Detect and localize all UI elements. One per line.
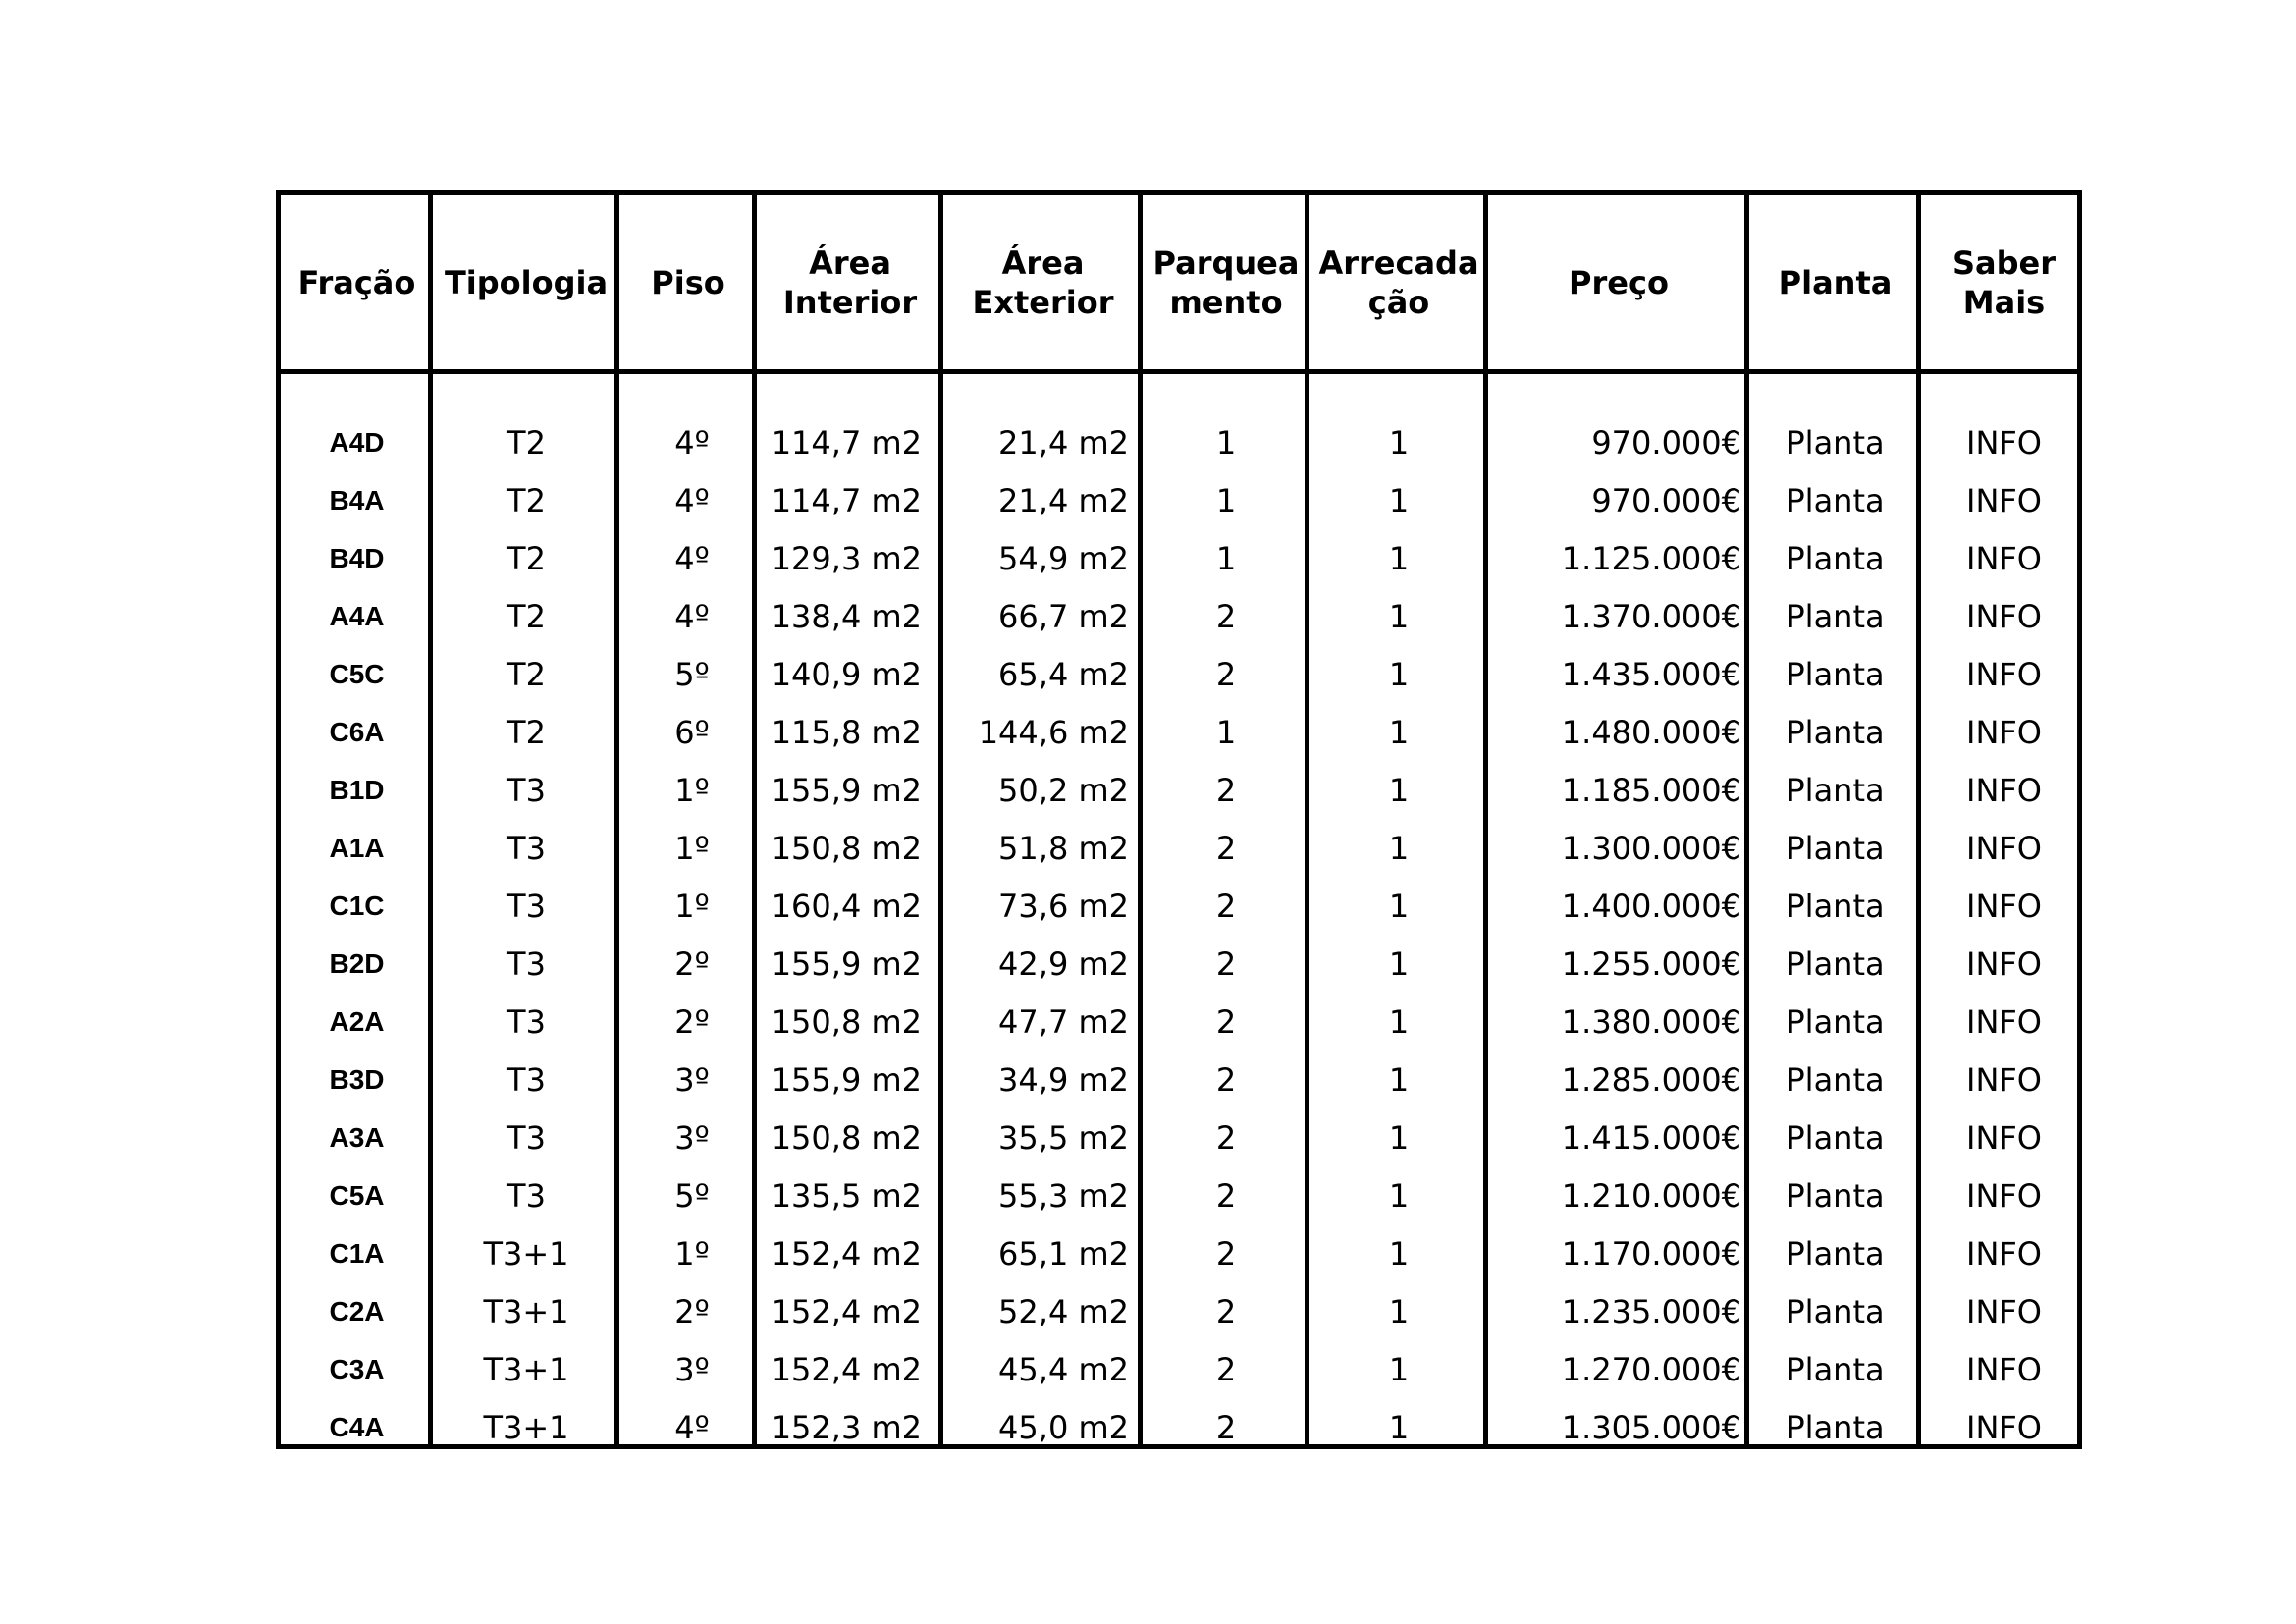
cell-tipologia: T3 — [507, 1176, 546, 1215]
cell-area-interior: 155,9 m2 — [771, 945, 922, 983]
cell-parqueamento: 2 — [1215, 887, 1237, 925]
cell-tipologia: T3 — [507, 1002, 546, 1041]
cell-tipologia: T3+1 — [483, 1292, 569, 1330]
cell-piso: 4º — [674, 481, 710, 519]
cell-parqueamento: 2 — [1215, 1234, 1237, 1272]
cell-area-interior: 152,4 m2 — [771, 1234, 922, 1272]
cell-area-interior: 152,4 m2 — [771, 1292, 922, 1330]
cell-area-interior: 140,9 m2 — [771, 655, 922, 693]
cell-fracao: C1A — [329, 1237, 385, 1269]
cell-piso: 2º — [674, 945, 710, 983]
cell-tipologia: T3 — [507, 945, 546, 983]
cell-parqueamento: 2 — [1215, 597, 1237, 635]
cell-area-interior: 155,9 m2 — [771, 771, 922, 809]
cell-parqueamento: 2 — [1215, 829, 1237, 867]
cell-tipologia: T2 — [507, 597, 546, 635]
cell-area-interior: 138,4 m2 — [771, 597, 922, 635]
cell-preco: 1.300.000€ — [1561, 829, 1741, 867]
planta-link[interactable]: Planta — [1786, 597, 1885, 635]
planta-link[interactable]: Planta — [1786, 1234, 1885, 1272]
cell-arrecadacao: 1 — [1388, 1234, 1410, 1272]
cell-preco: 1.235.000€ — [1561, 1292, 1741, 1330]
cell-area-interior: 155,9 m2 — [771, 1060, 922, 1099]
cell-area-exterior: 21,4 m2 — [998, 481, 1129, 519]
cell-parqueamento: 2 — [1215, 1002, 1237, 1041]
cell-tipologia: T3 — [507, 771, 546, 809]
table-row — [281, 529, 2077, 587]
header-fracao: Fração — [297, 263, 416, 301]
cell-preco: 1.380.000€ — [1561, 1002, 1741, 1041]
cell-fracao: C5A — [329, 1179, 385, 1211]
cell-piso: 4º — [674, 423, 710, 461]
cell-parqueamento: 1 — [1215, 423, 1237, 461]
cell-arrecadacao: 1 — [1388, 1408, 1410, 1446]
header-saber-mais: Saber Mais — [1951, 244, 2056, 321]
table-row — [281, 993, 2077, 1051]
cell-arrecadacao: 1 — [1388, 655, 1410, 693]
header-divider — [281, 369, 2077, 374]
cell-preco: 1.480.000€ — [1561, 713, 1741, 751]
table-row — [281, 471, 2077, 529]
table-row — [281, 819, 2077, 877]
cell-preco: 1.285.000€ — [1561, 1060, 1741, 1099]
cell-arrecadacao: 1 — [1388, 1118, 1410, 1157]
info-link[interactable]: INFO — [1966, 1118, 2042, 1157]
cell-area-exterior: 47,7 m2 — [998, 1002, 1129, 1041]
header-parqueamento: Parquea mento — [1152, 244, 1300, 321]
info-link[interactable]: INFO — [1966, 1002, 2042, 1041]
planta-link[interactable]: Planta — [1786, 945, 1885, 983]
cell-area-interior: 114,7 m2 — [771, 423, 922, 461]
cell-area-interior: 114,7 m2 — [771, 481, 922, 519]
cell-area-exterior: 54,9 m2 — [998, 539, 1129, 577]
planta-link[interactable]: Planta — [1786, 1350, 1885, 1388]
cell-fracao: C4A — [329, 1411, 385, 1442]
cell-parqueamento: 2 — [1215, 945, 1237, 983]
cell-area-exterior: 65,4 m2 — [998, 655, 1129, 693]
cell-parqueamento: 2 — [1215, 1292, 1237, 1330]
planta-link[interactable]: Planta — [1786, 1176, 1885, 1215]
cell-arrecadacao: 1 — [1388, 481, 1410, 519]
cell-preco: 970.000€ — [1591, 481, 1741, 519]
cell-parqueamento: 1 — [1215, 539, 1237, 577]
cell-parqueamento: 1 — [1215, 481, 1237, 519]
cell-arrecadacao: 1 — [1388, 423, 1410, 461]
cell-arrecadacao: 1 — [1388, 1350, 1410, 1388]
planta-link[interactable]: Planta — [1786, 1408, 1885, 1446]
cell-fracao: A1A — [329, 832, 385, 863]
table-row — [281, 761, 2077, 819]
cell-fracao: A4A — [329, 600, 385, 631]
cell-preco: 1.210.000€ — [1561, 1176, 1741, 1215]
cell-preco: 1.370.000€ — [1561, 597, 1741, 635]
cell-parqueamento: 2 — [1215, 1350, 1237, 1388]
cell-fracao: C2A — [329, 1295, 385, 1326]
cell-parqueamento: 2 — [1215, 1118, 1237, 1157]
cell-tipologia: T3 — [507, 1060, 546, 1099]
cell-area-exterior: 65,1 m2 — [998, 1234, 1129, 1272]
cell-area-exterior: 50,2 m2 — [998, 771, 1129, 809]
info-link[interactable]: INFO — [1966, 539, 2042, 577]
cell-arrecadacao: 1 — [1388, 1060, 1410, 1099]
cell-area-interior: 160,4 m2 — [771, 887, 922, 925]
planta-link[interactable]: Planta — [1786, 481, 1885, 519]
cell-tipologia: T3+1 — [483, 1350, 569, 1388]
cell-area-interior: 150,8 m2 — [771, 1002, 922, 1041]
cell-preco: 1.435.000€ — [1561, 655, 1741, 693]
cell-area-interior: 135,5 m2 — [771, 1176, 922, 1215]
cell-arrecadacao: 1 — [1388, 1176, 1410, 1215]
cell-area-interior: 129,3 m2 — [771, 539, 922, 577]
cell-tipologia: T3 — [507, 887, 546, 925]
cell-tipologia: T2 — [507, 655, 546, 693]
cell-fracao: B1D — [329, 774, 385, 805]
cell-area-interior: 150,8 m2 — [771, 1118, 922, 1157]
cell-area-exterior: 21,4 m2 — [998, 423, 1129, 461]
cell-fracao: A2A — [329, 1005, 385, 1037]
planta-link[interactable]: Planta — [1786, 423, 1885, 461]
info-link[interactable]: INFO — [1966, 829, 2042, 867]
table-header — [281, 195, 2077, 369]
cell-arrecadacao: 1 — [1388, 1002, 1410, 1041]
cell-piso: 1º — [674, 771, 710, 809]
cell-preco: 1.185.000€ — [1561, 771, 1741, 809]
planta-link[interactable]: Planta — [1786, 1002, 1885, 1041]
cell-piso: 4º — [674, 539, 710, 577]
cell-fracao: C6A — [329, 716, 385, 747]
table-row — [281, 1166, 2077, 1224]
header-tipologia: Tipologia — [444, 263, 609, 301]
cell-tipologia: T2 — [507, 713, 546, 751]
cell-area-exterior: 51,8 m2 — [998, 829, 1129, 867]
cell-parqueamento: 2 — [1215, 1408, 1237, 1446]
cell-area-interior: 152,4 m2 — [771, 1350, 922, 1388]
header-arrecadacao: Arrecada ção — [1318, 244, 1479, 321]
planta-link[interactable]: Planta — [1786, 887, 1885, 925]
cell-tipologia: T2 — [507, 481, 546, 519]
cell-area-exterior: 66,7 m2 — [998, 597, 1129, 635]
cell-area-exterior: 55,3 m2 — [998, 1176, 1129, 1215]
planta-link[interactable]: Planta — [1786, 713, 1885, 751]
cell-piso: 6º — [674, 713, 710, 751]
cell-piso: 1º — [674, 829, 710, 867]
cell-preco: 1.170.000€ — [1561, 1234, 1741, 1272]
cell-piso: 2º — [674, 1292, 710, 1330]
info-link[interactable]: INFO — [1966, 597, 2042, 635]
header-preco: Preço — [1569, 263, 1669, 301]
cell-area-interior: 115,8 m2 — [771, 713, 922, 751]
cell-parqueamento: 2 — [1215, 1060, 1237, 1099]
cell-preco: 1.400.000€ — [1561, 887, 1741, 925]
cell-parqueamento: 2 — [1215, 771, 1237, 809]
cell-area-exterior: 45,0 m2 — [998, 1408, 1129, 1446]
table-row — [281, 413, 2077, 471]
cell-arrecadacao: 1 — [1388, 945, 1410, 983]
cell-area-exterior: 35,5 m2 — [998, 1118, 1129, 1157]
cell-fracao: B2D — [329, 947, 385, 979]
info-link[interactable]: INFO — [1966, 771, 2042, 809]
table-row — [281, 703, 2077, 761]
cell-piso: 2º — [674, 1002, 710, 1041]
planta-link[interactable]: Planta — [1786, 655, 1885, 693]
table-row — [281, 1340, 2077, 1398]
table-row — [281, 1398, 2077, 1456]
cell-arrecadacao: 1 — [1388, 887, 1410, 925]
cell-piso: 5º — [674, 655, 710, 693]
cell-fracao: B3D — [329, 1063, 385, 1095]
cell-preco: 970.000€ — [1591, 423, 1741, 461]
table-row — [281, 1051, 2077, 1109]
planta-link[interactable]: Planta — [1786, 829, 1885, 867]
cell-piso: 3º — [674, 1118, 710, 1157]
cell-piso: 3º — [674, 1350, 710, 1388]
cell-preco: 1.415.000€ — [1561, 1118, 1741, 1157]
cell-arrecadacao: 1 — [1388, 829, 1410, 867]
planta-link[interactable]: Planta — [1786, 1118, 1885, 1157]
table-body — [281, 413, 2077, 1456]
cell-area-exterior: 45,4 m2 — [998, 1350, 1129, 1388]
info-link[interactable]: INFO — [1966, 713, 2042, 751]
cell-area-exterior: 42,9 m2 — [998, 945, 1129, 983]
cell-piso: 3º — [674, 1060, 710, 1099]
cell-area-exterior: 52,4 m2 — [998, 1292, 1129, 1330]
cell-area-interior: 152,3 m2 — [771, 1408, 922, 1446]
planta-link[interactable]: Planta — [1786, 1060, 1885, 1099]
planta-link[interactable]: Planta — [1786, 1292, 1885, 1330]
cell-parqueamento: 1 — [1215, 713, 1237, 751]
cell-piso: 5º — [674, 1176, 710, 1215]
info-link[interactable]: INFO — [1966, 1176, 2042, 1215]
cell-area-exterior: 144,6 m2 — [978, 713, 1129, 751]
cell-fracao: C3A — [329, 1353, 385, 1384]
cell-arrecadacao: 1 — [1388, 597, 1410, 635]
cell-fracao: C1C — [329, 890, 385, 921]
header-area-interior: Área Interior — [782, 244, 918, 321]
info-link[interactable]: INFO — [1966, 481, 2042, 519]
cell-tipologia: T3+1 — [483, 1408, 569, 1446]
cell-piso: 1º — [674, 887, 710, 925]
cell-arrecadacao: 1 — [1388, 1292, 1410, 1330]
info-link[interactable]: INFO — [1966, 887, 2042, 925]
cell-preco: 1.255.000€ — [1561, 945, 1741, 983]
cell-tipologia: T2 — [507, 423, 546, 461]
cell-piso: 4º — [674, 1408, 710, 1446]
table-row — [281, 1224, 2077, 1282]
cell-area-interior: 150,8 m2 — [771, 829, 922, 867]
table-row — [281, 935, 2077, 993]
info-link[interactable]: INFO — [1966, 1234, 2042, 1272]
cell-area-exterior: 73,6 m2 — [998, 887, 1129, 925]
cell-piso: 1º — [674, 1234, 710, 1272]
info-link[interactable]: INFO — [1966, 1292, 2042, 1330]
table-row — [281, 877, 2077, 935]
cell-tipologia: T3 — [507, 1118, 546, 1157]
cell-preco: 1.125.000€ — [1561, 539, 1741, 577]
cell-tipologia: T3 — [507, 829, 546, 867]
cell-fracao: B4D — [329, 542, 385, 573]
cell-arrecadacao: 1 — [1388, 713, 1410, 751]
planta-link[interactable]: Planta — [1786, 771, 1885, 809]
cell-arrecadacao: 1 — [1388, 539, 1410, 577]
cell-fracao: C5C — [329, 658, 385, 689]
info-link[interactable]: INFO — [1966, 1060, 2042, 1099]
units-table — [276, 190, 2082, 1449]
cell-tipologia: T3+1 — [483, 1234, 569, 1272]
table-row — [281, 645, 2077, 703]
cell-piso: 4º — [674, 597, 710, 635]
info-link[interactable]: INFO — [1966, 423, 2042, 461]
planta-link[interactable]: Planta — [1786, 539, 1885, 577]
cell-tipologia: T2 — [507, 539, 546, 577]
info-link[interactable]: INFO — [1966, 1408, 2042, 1446]
header-area-exterior: Área Exterior — [972, 244, 1114, 321]
cell-fracao: B4A — [329, 484, 385, 515]
table-row — [281, 1282, 2077, 1340]
header-planta: Planta — [1778, 263, 1893, 301]
table-row — [281, 587, 2077, 645]
info-link[interactable]: INFO — [1966, 945, 2042, 983]
cell-arrecadacao: 1 — [1388, 771, 1410, 809]
cell-preco: 1.305.000€ — [1561, 1408, 1741, 1446]
header-piso: Piso — [651, 263, 725, 301]
cell-fracao: A3A — [329, 1121, 385, 1153]
cell-preco: 1.270.000€ — [1561, 1350, 1741, 1388]
cell-parqueamento: 2 — [1215, 655, 1237, 693]
info-link[interactable]: INFO — [1966, 655, 2042, 693]
cell-parqueamento: 2 — [1215, 1176, 1237, 1215]
cell-area-exterior: 34,9 m2 — [998, 1060, 1129, 1099]
table-row — [281, 1109, 2077, 1166]
cell-fracao: A4D — [329, 426, 385, 458]
info-link[interactable]: INFO — [1966, 1350, 2042, 1388]
